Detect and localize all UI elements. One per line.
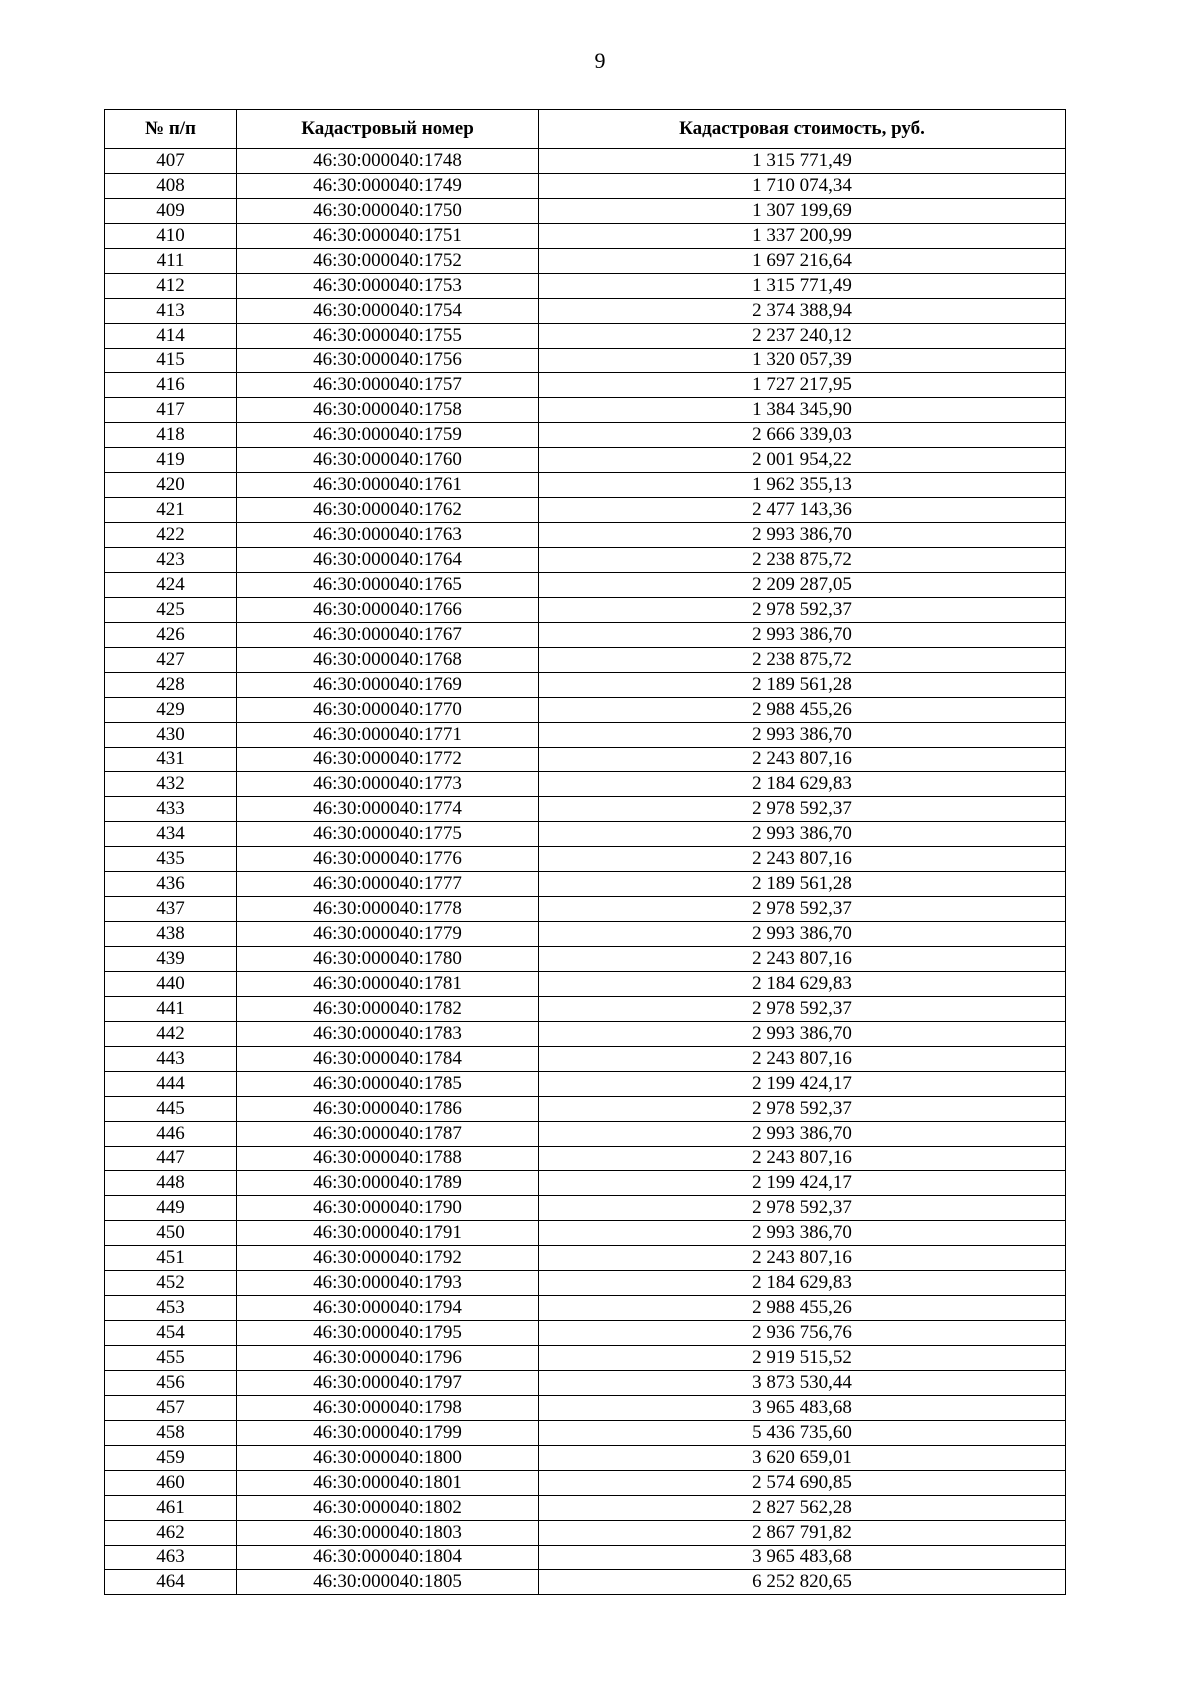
cell-cadastral-value: 2 993 386,70 (539, 722, 1066, 747)
cell-cadastral-value: 2 243 807,16 (539, 1046, 1066, 1071)
cell-cadastral-number: 46:30:000040:1758 (237, 398, 539, 423)
cell-cadastral-number: 46:30:000040:1773 (237, 772, 539, 797)
cell-cadastral-value: 2 574 690,85 (539, 1470, 1066, 1495)
cell-cadastral-number: 46:30:000040:1779 (237, 922, 539, 947)
cell-row-number: 441 (105, 996, 237, 1021)
cell-cadastral-value: 1 315 771,49 (539, 149, 1066, 174)
cell-row-number: 409 (105, 198, 237, 223)
cell-row-number: 419 (105, 448, 237, 473)
cell-cadastral-number: 46:30:000040:1751 (237, 223, 539, 248)
cell-cadastral-value: 2 988 455,26 (539, 1296, 1066, 1321)
cell-row-number: 414 (105, 323, 237, 348)
header-cadastral-number: Кадастровый номер (237, 110, 539, 149)
cell-row-number: 456 (105, 1370, 237, 1395)
table-row (105, 971, 1066, 996)
cell-cadastral-number: 46:30:000040:1772 (237, 747, 539, 772)
cell-cadastral-number: 46:30:000040:1791 (237, 1221, 539, 1246)
cell-cadastral-number: 46:30:000040:1781 (237, 971, 539, 996)
table-row (105, 822, 1066, 847)
table-row (105, 1171, 1066, 1196)
cell-cadastral-number: 46:30:000040:1803 (237, 1520, 539, 1545)
table-row (105, 947, 1066, 972)
cell-cadastral-number: 46:30:000040:1805 (237, 1570, 539, 1595)
cell-cadastral-number: 46:30:000040:1776 (237, 847, 539, 872)
cell-cadastral-number: 46:30:000040:1755 (237, 323, 539, 348)
cell-cadastral-value: 2 189 561,28 (539, 872, 1066, 897)
cell-cadastral-number: 46:30:000040:1757 (237, 373, 539, 398)
cell-cadastral-number: 46:30:000040:1754 (237, 298, 539, 323)
cell-cadastral-number: 46:30:000040:1786 (237, 1096, 539, 1121)
cell-row-number: 424 (105, 572, 237, 597)
cell-cadastral-value: 2 199 424,17 (539, 1171, 1066, 1196)
cell-cadastral-value: 2 988 455,26 (539, 697, 1066, 722)
cell-cadastral-number: 46:30:000040:1777 (237, 872, 539, 897)
cell-row-number: 429 (105, 697, 237, 722)
table-row (105, 498, 1066, 523)
cell-row-number: 418 (105, 423, 237, 448)
cell-row-number: 411 (105, 248, 237, 273)
cell-cadastral-number: 46:30:000040:1778 (237, 897, 539, 922)
cell-row-number: 436 (105, 872, 237, 897)
cell-cadastral-number: 46:30:000040:1752 (237, 248, 539, 273)
cell-cadastral-number: 46:30:000040:1771 (237, 722, 539, 747)
cell-cadastral-number: 46:30:000040:1788 (237, 1146, 539, 1171)
cell-cadastral-number: 46:30:000040:1765 (237, 572, 539, 597)
table-row (105, 597, 1066, 622)
header-row (105, 110, 1066, 149)
cell-cadastral-number: 46:30:000040:1774 (237, 797, 539, 822)
table-row (105, 1146, 1066, 1171)
cell-row-number: 460 (105, 1470, 237, 1495)
table-row (105, 1021, 1066, 1046)
table-row (105, 697, 1066, 722)
cell-row-number: 416 (105, 373, 237, 398)
table-row (105, 1370, 1066, 1395)
cell-cadastral-number: 46:30:000040:1804 (237, 1545, 539, 1570)
cell-cadastral-value: 2 184 629,83 (539, 772, 1066, 797)
cell-row-number: 421 (105, 498, 237, 523)
cell-cadastral-value: 2 978 592,37 (539, 897, 1066, 922)
cell-cadastral-value: 2 919 515,52 (539, 1346, 1066, 1371)
cell-cadastral-number: 46:30:000040:1780 (237, 947, 539, 972)
cell-cadastral-number: 46:30:000040:1782 (237, 996, 539, 1021)
cell-row-number: 459 (105, 1445, 237, 1470)
cell-row-number: 446 (105, 1121, 237, 1146)
cell-cadastral-value: 2 243 807,16 (539, 947, 1066, 972)
cell-cadastral-value: 1 727 217,95 (539, 373, 1066, 398)
cell-cadastral-value: 2 199 424,17 (539, 1071, 1066, 1096)
cell-row-number: 427 (105, 647, 237, 672)
cell-cadastral-value: 2 243 807,16 (539, 747, 1066, 772)
cell-row-number: 410 (105, 223, 237, 248)
cell-cadastral-number: 46:30:000040:1759 (237, 423, 539, 448)
cell-cadastral-value: 2 936 756,76 (539, 1321, 1066, 1346)
cell-cadastral-number: 46:30:000040:1783 (237, 1021, 539, 1046)
cell-row-number: 447 (105, 1146, 237, 1171)
header-row-number: № п/п (105, 110, 237, 149)
cell-cadastral-value: 2 184 629,83 (539, 1271, 1066, 1296)
table-row (105, 1420, 1066, 1445)
cell-cadastral-value: 1 315 771,49 (539, 273, 1066, 298)
cell-cadastral-value: 2 243 807,16 (539, 847, 1066, 872)
cell-row-number: 442 (105, 1021, 237, 1046)
cell-cadastral-number: 46:30:000040:1750 (237, 198, 539, 223)
table-row (105, 1445, 1066, 1470)
cell-cadastral-number: 46:30:000040:1766 (237, 597, 539, 622)
table-row (105, 149, 1066, 174)
cell-cadastral-value: 2 666 339,03 (539, 423, 1066, 448)
cell-cadastral-value: 2 978 592,37 (539, 597, 1066, 622)
table-row (105, 1221, 1066, 1246)
cadastre-table (104, 109, 1066, 1595)
cell-row-number: 435 (105, 847, 237, 872)
cell-row-number: 417 (105, 398, 237, 423)
table-row (105, 523, 1066, 548)
table-row (105, 1296, 1066, 1321)
cell-cadastral-value: 5 436 735,60 (539, 1420, 1066, 1445)
cell-cadastral-number: 46:30:000040:1770 (237, 697, 539, 722)
table-row (105, 1071, 1066, 1096)
table-row (105, 1196, 1066, 1221)
cell-row-number: 450 (105, 1221, 237, 1246)
table-row (105, 1495, 1066, 1520)
cell-row-number: 445 (105, 1096, 237, 1121)
table-row (105, 448, 1066, 473)
cell-cadastral-value: 2 243 807,16 (539, 1246, 1066, 1271)
cell-cadastral-value: 2 978 592,37 (539, 996, 1066, 1021)
cell-cadastral-value: 3 965 483,68 (539, 1545, 1066, 1570)
cell-row-number: 443 (105, 1046, 237, 1071)
table-row (105, 672, 1066, 697)
cell-cadastral-value: 2 867 791,82 (539, 1520, 1066, 1545)
cell-cadastral-value: 3 965 483,68 (539, 1395, 1066, 1420)
cell-cadastral-number: 46:30:000040:1801 (237, 1470, 539, 1495)
cell-cadastral-value: 3 873 530,44 (539, 1370, 1066, 1395)
cell-cadastral-value: 6 252 820,65 (539, 1570, 1066, 1595)
cell-cadastral-value: 2 993 386,70 (539, 622, 1066, 647)
cell-cadastral-number: 46:30:000040:1799 (237, 1420, 539, 1445)
table-row (105, 847, 1066, 872)
cell-cadastral-value: 1 384 345,90 (539, 398, 1066, 423)
cell-cadastral-number: 46:30:000040:1756 (237, 348, 539, 373)
table-row (105, 423, 1066, 448)
cell-row-number: 415 (105, 348, 237, 373)
cell-cadastral-number: 46:30:000040:1796 (237, 1346, 539, 1371)
table-row (105, 473, 1066, 498)
cell-row-number: 413 (105, 298, 237, 323)
cell-row-number: 425 (105, 597, 237, 622)
cell-row-number: 433 (105, 797, 237, 822)
cell-row-number: 422 (105, 523, 237, 548)
table-row (105, 872, 1066, 897)
cell-cadastral-value: 2 001 954,22 (539, 448, 1066, 473)
cell-row-number: 461 (105, 1495, 237, 1520)
cell-row-number: 448 (105, 1171, 237, 1196)
cell-cadastral-number: 46:30:000040:1789 (237, 1171, 539, 1196)
table-row (105, 223, 1066, 248)
table-row (105, 572, 1066, 597)
cell-cadastral-value: 2 189 561,28 (539, 672, 1066, 697)
table-row (105, 323, 1066, 348)
table-row (105, 1470, 1066, 1495)
cell-cadastral-number: 46:30:000040:1802 (237, 1495, 539, 1520)
table-row (105, 1121, 1066, 1146)
cell-row-number: 439 (105, 947, 237, 972)
table-row (105, 1246, 1066, 1271)
table-row (105, 1271, 1066, 1296)
cell-row-number: 458 (105, 1420, 237, 1445)
table-row (105, 722, 1066, 747)
table-row (105, 1046, 1066, 1071)
table-header (105, 110, 1066, 149)
table-row (105, 1395, 1066, 1420)
table-row (105, 548, 1066, 573)
cell-cadastral-value: 1 337 200,99 (539, 223, 1066, 248)
cell-cadastral-number: 46:30:000040:1761 (237, 473, 539, 498)
cell-cadastral-number: 46:30:000040:1794 (237, 1296, 539, 1321)
cell-cadastral-number: 46:30:000040:1793 (237, 1271, 539, 1296)
table-row (105, 298, 1066, 323)
table-row (105, 348, 1066, 373)
table-row (105, 373, 1066, 398)
cell-cadastral-number: 46:30:000040:1769 (237, 672, 539, 697)
cell-row-number: 457 (105, 1395, 237, 1420)
cell-cadastral-value: 2 978 592,37 (539, 1096, 1066, 1121)
table-row (105, 647, 1066, 672)
cell-cadastral-value: 2 993 386,70 (539, 1221, 1066, 1246)
cell-row-number: 444 (105, 1071, 237, 1096)
cell-cadastral-value: 2 238 875,72 (539, 548, 1066, 573)
cell-cadastral-value: 2 993 386,70 (539, 1121, 1066, 1146)
cell-cadastral-number: 46:30:000040:1795 (237, 1321, 539, 1346)
cell-cadastral-number: 46:30:000040:1749 (237, 173, 539, 198)
table-row (105, 173, 1066, 198)
cell-cadastral-number: 46:30:000040:1800 (237, 1445, 539, 1470)
table-row (105, 198, 1066, 223)
cell-cadastral-number: 46:30:000040:1775 (237, 822, 539, 847)
cell-row-number: 430 (105, 722, 237, 747)
cell-row-number: 420 (105, 473, 237, 498)
cell-row-number: 437 (105, 897, 237, 922)
table-row (105, 248, 1066, 273)
cell-cadastral-value: 2 209 287,05 (539, 572, 1066, 597)
cell-cadastral-value: 2 238 875,72 (539, 647, 1066, 672)
header-cadastral-value: Кадастровая стоимость, руб. (539, 110, 1066, 149)
cell-cadastral-number: 46:30:000040:1753 (237, 273, 539, 298)
cell-cadastral-number: 46:30:000040:1763 (237, 523, 539, 548)
cell-cadastral-value: 1 697 216,64 (539, 248, 1066, 273)
cell-row-number: 407 (105, 149, 237, 174)
cell-cadastral-value: 2 243 807,16 (539, 1146, 1066, 1171)
table-row (105, 1321, 1066, 1346)
cell-cadastral-value: 1 307 199,69 (539, 198, 1066, 223)
cell-row-number: 451 (105, 1246, 237, 1271)
table-row (105, 996, 1066, 1021)
cell-row-number: 431 (105, 747, 237, 772)
cell-cadastral-value: 2 237 240,12 (539, 323, 1066, 348)
cell-cadastral-number: 46:30:000040:1790 (237, 1196, 539, 1221)
cell-cadastral-number: 46:30:000040:1797 (237, 1370, 539, 1395)
cell-cadastral-number: 46:30:000040:1785 (237, 1071, 539, 1096)
table-row (105, 398, 1066, 423)
cell-cadastral-number: 46:30:000040:1762 (237, 498, 539, 523)
table-row (105, 922, 1066, 947)
cell-cadastral-value: 2 993 386,70 (539, 523, 1066, 548)
table-row (105, 1570, 1066, 1595)
table-row (105, 1346, 1066, 1371)
cell-row-number: 432 (105, 772, 237, 797)
cell-cadastral-value: 2 993 386,70 (539, 822, 1066, 847)
table-row (105, 747, 1066, 772)
cell-cadastral-number: 46:30:000040:1768 (237, 647, 539, 672)
cell-cadastral-number: 46:30:000040:1748 (237, 149, 539, 174)
cell-row-number: 423 (105, 548, 237, 573)
cell-cadastral-value: 2 993 386,70 (539, 1021, 1066, 1046)
cell-row-number: 464 (105, 1570, 237, 1595)
cell-cadastral-number: 46:30:000040:1767 (237, 622, 539, 647)
cell-cadastral-number: 46:30:000040:1760 (237, 448, 539, 473)
cell-row-number: 426 (105, 622, 237, 647)
cell-row-number: 463 (105, 1545, 237, 1570)
table-row (105, 772, 1066, 797)
cell-cadastral-number: 46:30:000040:1764 (237, 548, 539, 573)
page-number: 9 (594, 48, 606, 73)
cell-row-number: 408 (105, 173, 237, 198)
cell-row-number: 438 (105, 922, 237, 947)
cell-row-number: 454 (105, 1321, 237, 1346)
table-row (105, 797, 1066, 822)
cell-cadastral-value: 1 962 355,13 (539, 473, 1066, 498)
table-row (105, 1520, 1066, 1545)
cell-cadastral-value: 2 993 386,70 (539, 922, 1066, 947)
cell-cadastral-number: 46:30:000040:1792 (237, 1246, 539, 1271)
cell-row-number: 452 (105, 1271, 237, 1296)
cell-cadastral-number: 46:30:000040:1787 (237, 1121, 539, 1146)
cell-cadastral-value: 1 710 074,34 (539, 173, 1066, 198)
cell-row-number: 440 (105, 971, 237, 996)
table-row (105, 897, 1066, 922)
table-row (105, 622, 1066, 647)
cell-row-number: 434 (105, 822, 237, 847)
table-body (105, 149, 1066, 1595)
table-row (105, 1545, 1066, 1570)
cell-row-number: 462 (105, 1520, 237, 1545)
cell-row-number: 428 (105, 672, 237, 697)
cell-cadastral-value: 2 978 592,37 (539, 1196, 1066, 1221)
cell-cadastral-value: 2 477 143,36 (539, 498, 1066, 523)
cell-cadastral-value: 3 620 659,01 (539, 1445, 1066, 1470)
cell-row-number: 455 (105, 1346, 237, 1371)
cell-cadastral-value: 2 978 592,37 (539, 797, 1066, 822)
cell-row-number: 453 (105, 1296, 237, 1321)
cell-cadastral-value: 2 374 388,94 (539, 298, 1066, 323)
table-row (105, 1096, 1066, 1121)
cell-cadastral-value: 1 320 057,39 (539, 348, 1066, 373)
cell-cadastral-number: 46:30:000040:1784 (237, 1046, 539, 1071)
cell-row-number: 449 (105, 1196, 237, 1221)
cell-row-number: 412 (105, 273, 237, 298)
cell-cadastral-value: 2 184 629,83 (539, 971, 1066, 996)
cell-cadastral-value: 2 827 562,28 (539, 1495, 1066, 1520)
table-row (105, 273, 1066, 298)
cell-cadastral-number: 46:30:000040:1798 (237, 1395, 539, 1420)
